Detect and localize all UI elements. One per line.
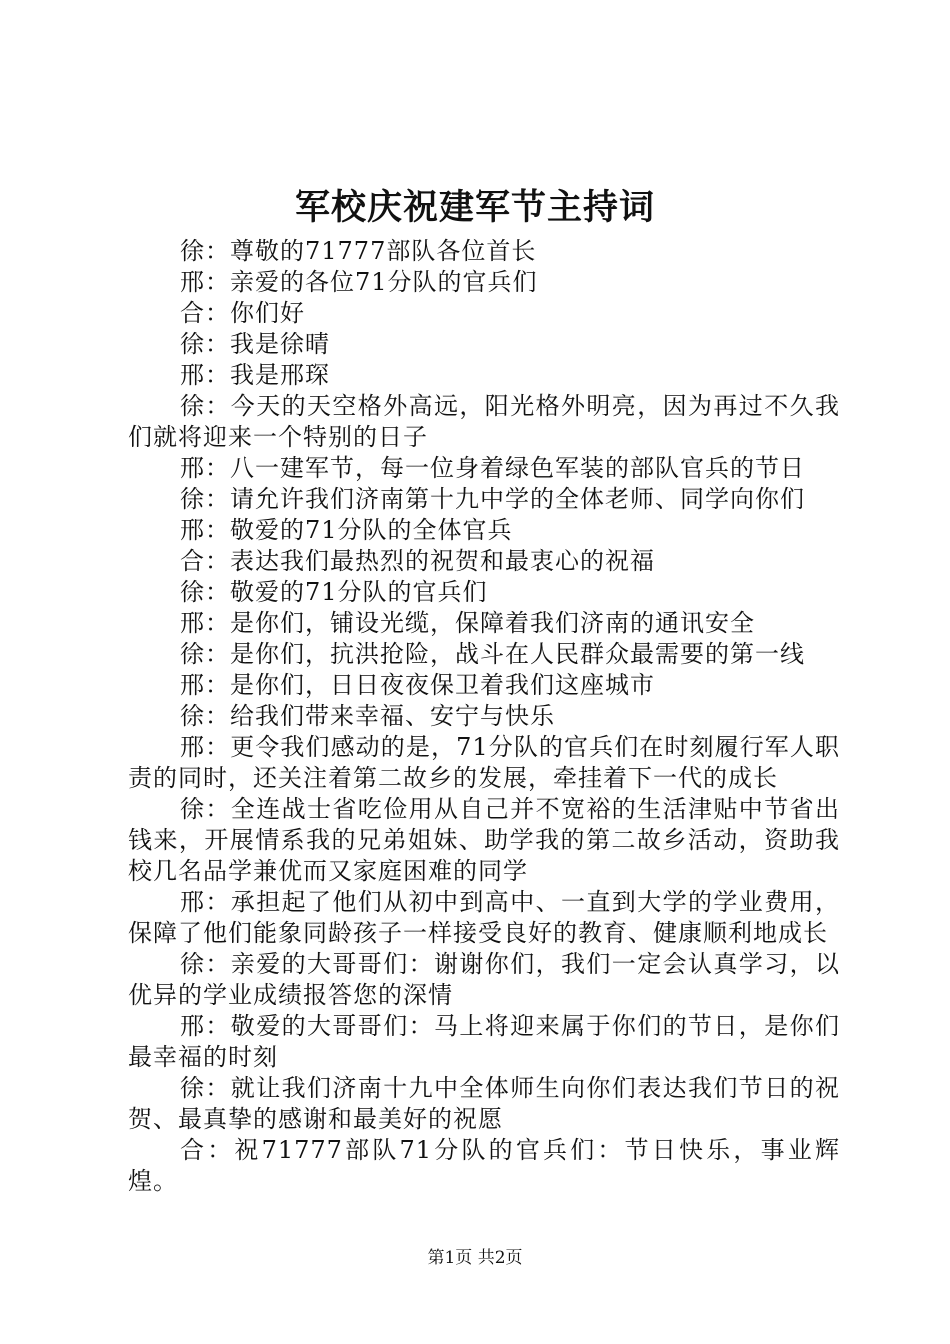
paragraph: 合：你们好 — [180, 299, 305, 327]
paragraph: 徐：我是徐晴 — [180, 330, 330, 358]
paragraph: 徐：今天的天空格外高远，阳光格外明亮，因为再过不久我们就将迎来一个特别的日子 — [128, 392, 840, 451]
paragraph: 邢：是你们，铺设光缆，保障着我们济南的通讯安全 — [180, 609, 755, 637]
document-body — [128, 236, 840, 1197]
paragraph: 徐：请允许我们济南第十九中学的全体老师、同学向你们 — [180, 485, 805, 513]
paragraph: 邢：敬爱的71分队的全体官兵 — [180, 516, 513, 544]
paragraph: 邢：敬爱的大哥哥们：马上将迎来属于你们的节日，是你们最幸福的时刻 — [128, 1012, 840, 1071]
paragraph: 邢：更令我们感动的是，71分队的官兵们在时刻履行军人职责的同时，还关注着第二故乡的发展，牵挂着下一代的成长 — [128, 733, 840, 792]
paragraph: 邢：是你们，日日夜夜保卫着我们这座城市 — [180, 671, 655, 699]
paragraph: 徐：全连战士省吃俭用从自己并不宽裕的生活津贴中节省出钱来，开展情系我的兄弟姐妹、助学我的第二故乡活动，资助我校几名品学兼优而又家庭困难的同学 — [128, 795, 840, 885]
paragraph: 徐：给我们带来幸福、安宁与快乐 — [180, 702, 555, 730]
paragraph: 徐：亲爱的大哥哥们：谢谢你们，我们一定会认真学习，以优异的学业成绩报答您的深情 — [128, 950, 840, 1009]
document-title: 军校庆祝建军节主持词 — [294, 187, 655, 228]
paragraph: 徐：敬爱的71分队的官兵们 — [180, 578, 488, 606]
paragraph: 合：表达我们最热烈的祝贺和最衷心的祝福 — [180, 547, 655, 575]
paragraph: 合：祝71777部队71分队的官兵们：节日快乐，事业辉煌。 — [128, 1136, 840, 1195]
paragraph: 邢：我是邢琛 — [180, 361, 330, 389]
paragraph: 邢：八一建军节，每一位身着绿色军装的部队官兵的节日 — [180, 454, 805, 482]
paragraph: 邢：亲爱的各位71分队的官兵们 — [180, 268, 538, 296]
paragraph: 徐：尊敬的71777部队各位首长 — [180, 237, 537, 265]
paragraph: 徐：是你们，抗洪抢险，战斗在人民群众最需要的第一线 — [180, 640, 805, 668]
page-number: 第1页 共2页 — [427, 1248, 523, 1268]
paragraph: 邢：承担起了他们从初中到高中、一直到大学的学业费用，保障了他们能象同龄孩子一样接受良好的教育、健康顺利地成长 — [128, 888, 840, 947]
paragraph: 徐：就让我们济南十九中全体师生向你们表达我们节日的祝贺、最真挚的感谢和最美好的祝愿 — [128, 1074, 840, 1133]
